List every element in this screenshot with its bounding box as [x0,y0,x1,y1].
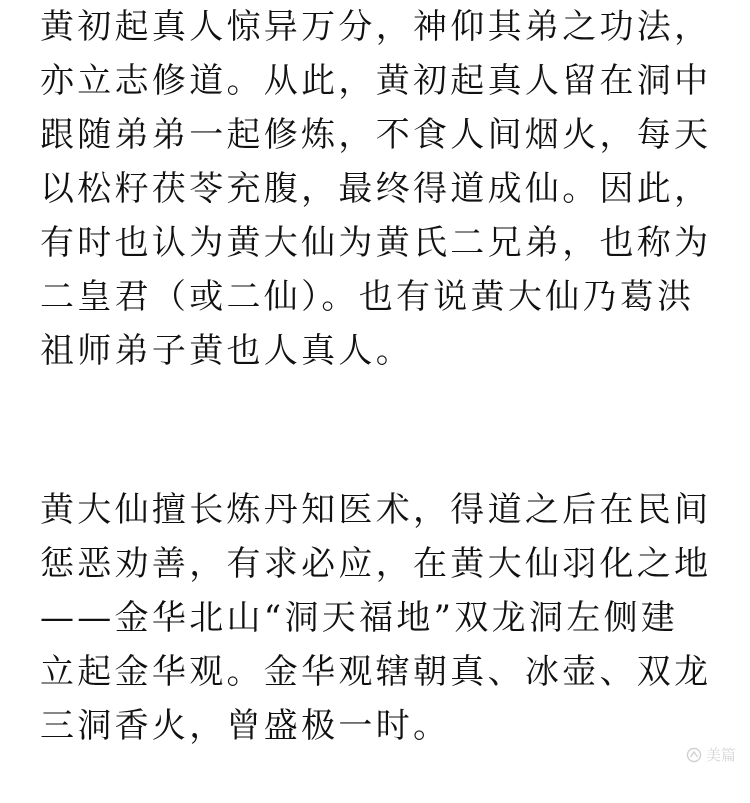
text-line: 以松籽茯苓充腹，最终得道成仙。因此， [40,169,712,209]
text-line: 黄初起真人惊异万分，神仰其弟之功法， [40,7,712,47]
text-line: 有时也认为黄大仙为黄氏二兄弟，也称为 [40,223,712,263]
text-line: 亦立志修道。从此，黄初起真人留在洞中 [40,61,712,101]
text-line: 祖师弟子黄也人真人。 [40,331,413,371]
text-line: 立起金华观。金华观辖朝真、冰壶、双龙 [40,652,712,692]
watermark [686,744,736,765]
text-line: 黄大仙擅长炼丹知医术，得道之后在民间 [40,490,712,530]
text-line: 惩恶劝善，有求必应，在黄大仙羽化之地 [40,544,712,584]
paragraph-2 [40,483,720,753]
paragraph-1 [40,0,720,378]
text-line: ——金华北山“洞天福地”双龙洞左侧建 [40,598,679,638]
text-line: 三洞香火，曾盛极一时。 [40,706,451,746]
text-line: 跟随弟弟一起修炼，不食人间烟火，每天 [40,115,712,155]
watermark-text: 美篇 [705,746,736,764]
meipian-logo-icon [686,747,702,763]
text-line: 二皇君（或二仙）。也有说黄大仙乃葛洪 [40,277,695,317]
